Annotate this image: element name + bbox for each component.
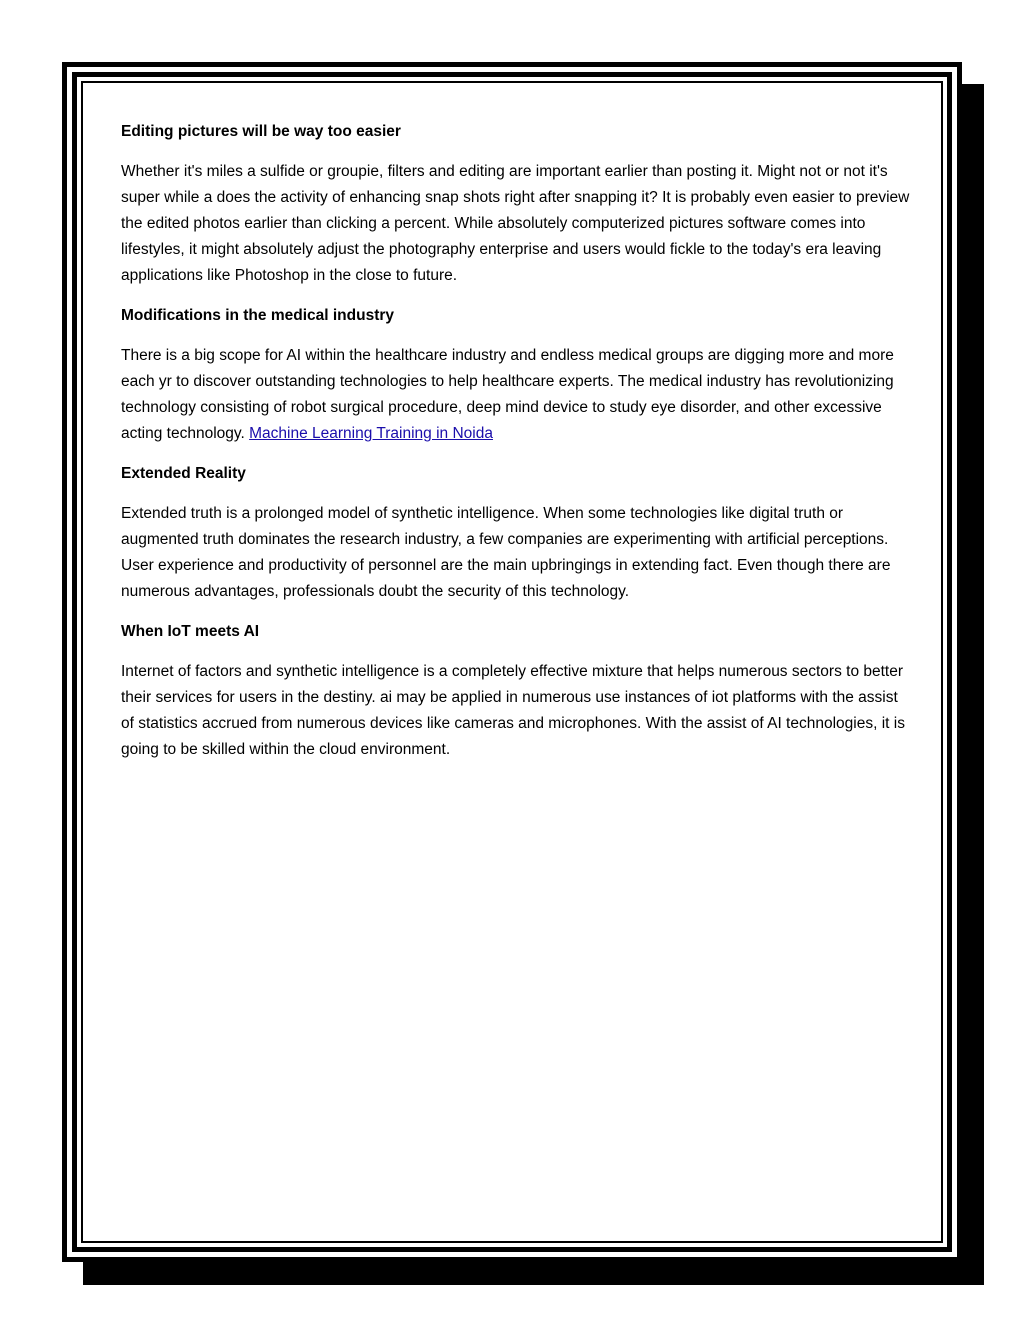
section-body-medical <box>121 343 911 447</box>
section-heading-medical: Modifications in the medical industry <box>121 307 395 324</box>
document-body <box>121 121 911 779</box>
section-heading-extended-reality: Extended Reality <box>121 465 246 482</box>
machine-learning-training-link[interactable]: Machine Learning Training in Noida <box>249 425 493 442</box>
section-heading-editing: Editing pictures will be way too easier <box>121 123 401 140</box>
section-heading-iot: When IoT meets AI <box>121 623 260 640</box>
section-body-editing: Whether it's miles a sulfide or groupie, filters and editing are important earlier than posting it. Might not or not it's super while a does the activity of enhancing snap shots right after snapping it? It is probably even easier to preview the edited photos earlier than clicking a percent. While absolutely computerized pictures software comes into lifestyles, it might absolutely adjust the photography enterprise and users would fickle to the today's era leaving applications like Photoshop in the close to future. <box>121 163 910 284</box>
section-body-medical-text: There is a big scope for AI within the healthcare industry and endless medical groups are digging more and more each yr to discover outstanding technologies to help healthcare experts. The medical industry has revolutionizing technology consisting of robot surgical procedure, deep mind device to study eye disorder, and other excessive acting technology. <box>121 347 894 442</box>
section-body-iot: Internet of factors and synthetic intelligence is a completely effective mixture that helps numerous sectors to better their services for users in the destiny. ai may be applied in numerous use instances of iot platforms with the assist of statistics accrued from numerous devices like cameras and microphones. With the assist of AI technologies, it is going to be skilled within the cloud environment. <box>121 663 905 758</box>
section-body-extended-reality: Extended truth is a prolonged model of synthetic intelligence. When some technologies like digital truth or augmented truth dominates the research industry, a few companies are experimenting with artificial perceptions. User experience and productivity of personnel are the main upbringings in extending fact. Even though there are numerous advantages, professionals doubt the security of this technology. <box>121 505 891 600</box>
